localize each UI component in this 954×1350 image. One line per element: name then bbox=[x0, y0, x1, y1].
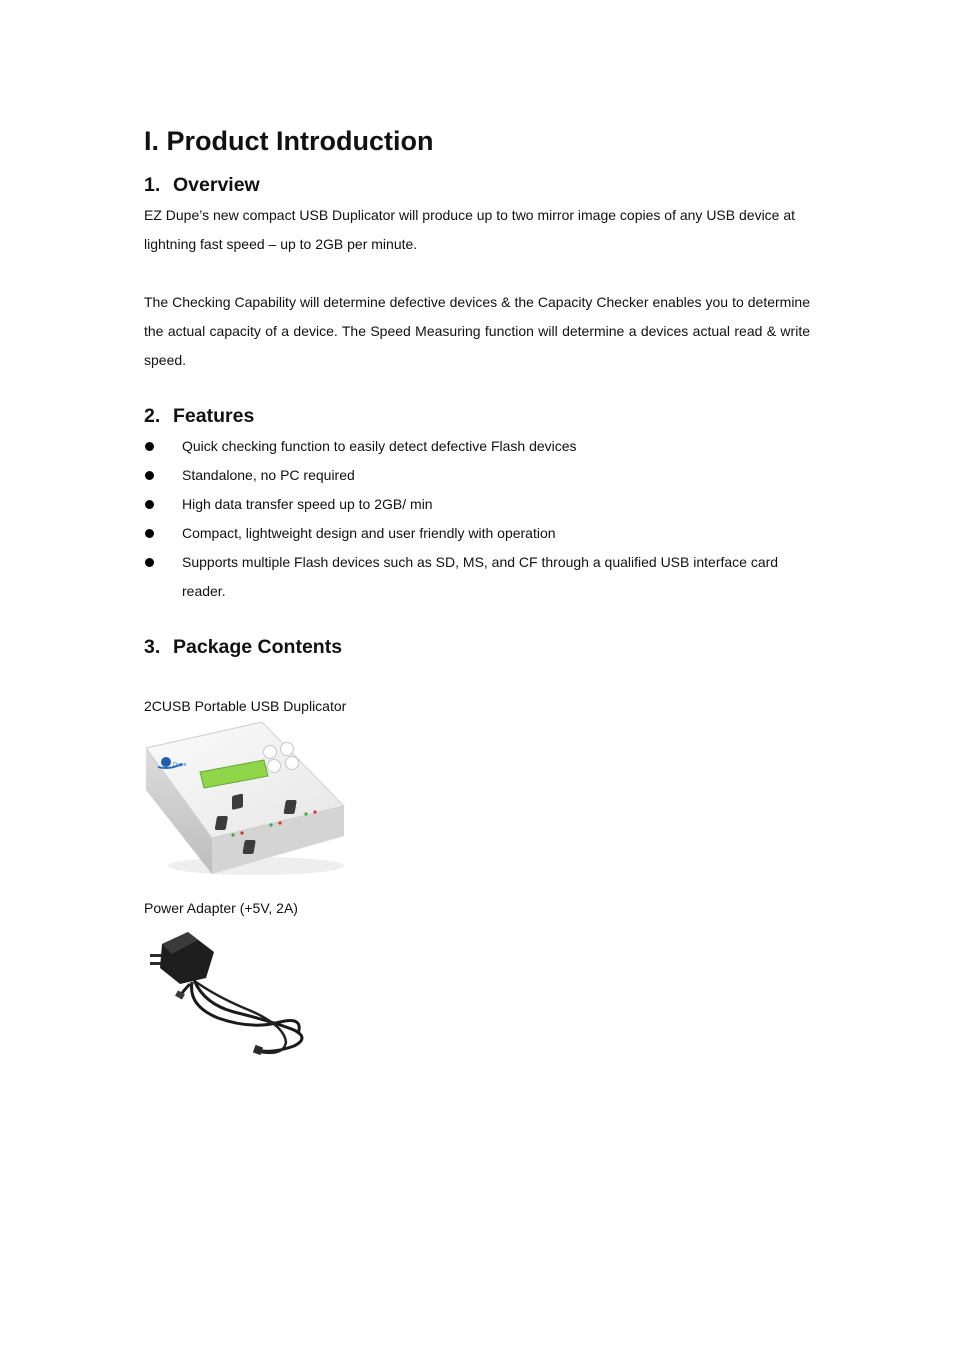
power-adapter-image bbox=[144, 926, 314, 1062]
section-title: Features bbox=[173, 405, 255, 427]
bullet-icon bbox=[145, 442, 154, 451]
overview-paragraph-2: The Checking Capability will determine defective devices & the Capacity Checker enables you to determine the actual capacity of a device. The Speed Measuring function will determine a devices actual read & write speed. bbox=[144, 294, 810, 368]
section-heading-package-contents bbox=[144, 636, 342, 659]
list-item bbox=[144, 432, 802, 461]
bullet-icon bbox=[145, 471, 154, 480]
feature-text: Quick checking function to easily detect defective Flash devices bbox=[182, 438, 577, 454]
section-heading-overview bbox=[144, 174, 260, 197]
section-number: 1. bbox=[144, 174, 161, 196]
svg-text:Dupe: Dupe bbox=[173, 762, 187, 768]
bullet-icon bbox=[145, 500, 154, 509]
feature-text: Standalone, no PC required bbox=[182, 467, 355, 483]
section-number: 2. bbox=[144, 405, 161, 427]
overview-paragraph-1: EZ Dupe’s new compact USB Duplicator will produce up to two mirror image copies of any USB device at lightning fast speed – up to 2GB per minute. bbox=[144, 207, 796, 252]
list-item bbox=[144, 490, 802, 519]
section-heading-features bbox=[144, 405, 254, 428]
list-item bbox=[144, 461, 802, 490]
feature-text: Supports multiple Flash devices such as SD, MS, and CF through a qualified USB interface card reader. bbox=[182, 554, 779, 599]
package-item-adapter-caption: Power Adapter (+5V, 2A) bbox=[144, 900, 298, 916]
section-title: Overview bbox=[173, 174, 260, 196]
usb-duplicator-image bbox=[144, 720, 350, 878]
page-title: I. Product Introduction bbox=[144, 126, 434, 156]
section-number: 3. bbox=[144, 636, 161, 658]
section-title: Package Contents bbox=[173, 636, 343, 658]
feature-text: Compact, lightweight design and user friendly with operation bbox=[182, 525, 556, 541]
list-item bbox=[144, 548, 802, 606]
feature-text: High data transfer speed up to 2GB/ min bbox=[182, 496, 433, 512]
features-list bbox=[144, 432, 810, 606]
bullet-icon bbox=[145, 558, 154, 567]
package-item-duplicator-caption: 2CUSB Portable USB Duplicator bbox=[144, 698, 347, 714]
bullet-icon bbox=[145, 529, 154, 538]
list-item bbox=[144, 519, 802, 548]
